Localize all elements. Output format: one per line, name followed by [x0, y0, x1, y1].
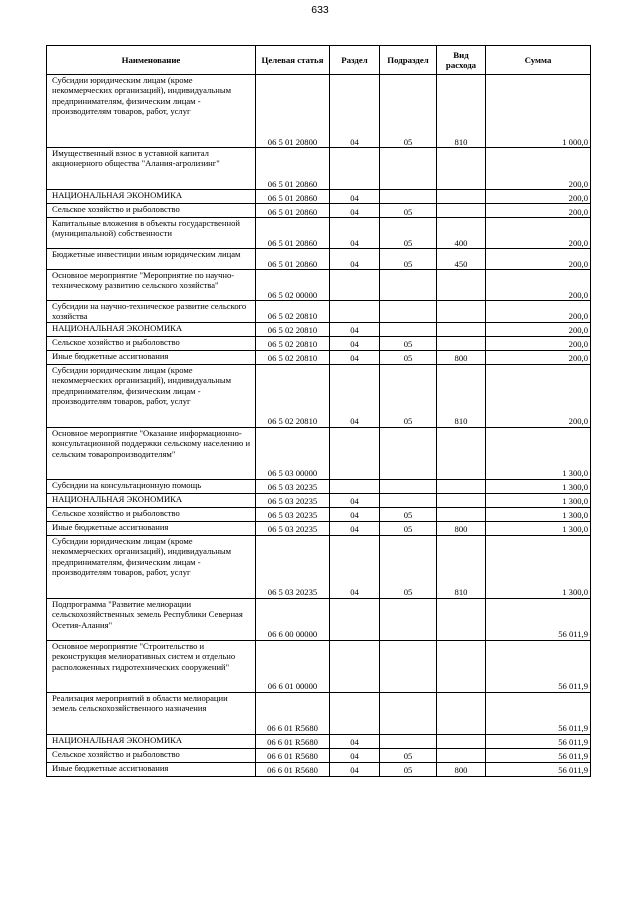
table-row: [47, 507, 591, 521]
cell-expense-type: 810: [437, 364, 486, 427]
cell-name: Капитальные вложения в объекты государственной (муниципальной) собственности: [47, 218, 256, 249]
table-row: [47, 535, 591, 598]
cell-subsection: [380, 270, 437, 301]
cell-amount: 200,0: [486, 218, 591, 249]
cell-section: 04: [330, 322, 380, 336]
cell-subsection: 05: [380, 350, 437, 364]
cell-section: 04: [330, 75, 380, 148]
table-row: [47, 270, 591, 301]
cell-name: Подпрограмма "Развитие мелиорации сельскохозяйственных земель Республики Северная Осетия-Алания": [47, 598, 256, 640]
cell-name: Сельское хозяйство и рыболовство: [47, 507, 256, 521]
table-row: [47, 218, 591, 249]
cell-expense-type: [437, 190, 486, 204]
cell-amount: 56 011,9: [486, 598, 591, 640]
cell-name: Субсидии на консультационную помощь: [47, 479, 256, 493]
cell-section: 04: [330, 762, 380, 776]
cell-name: НАЦИОНАЛЬНАЯ ЭКОНОМИКА: [47, 734, 256, 748]
cell-name: Основное мероприятие "Оказание информационно-консультационной поддержки сельскому населению и сельским товаропроизводителям": [47, 427, 256, 479]
cell-amount: 200,0: [486, 249, 591, 270]
table-row: [47, 493, 591, 507]
cell-section: [330, 427, 380, 479]
header-subsection: Подраздел: [380, 46, 437, 75]
cell-amount: 1 300,0: [486, 427, 591, 479]
cell-target: 06 5 03 20235: [256, 507, 330, 521]
cell-section: 04: [330, 748, 380, 762]
cell-name: Субсидии юридическим лицам (кроме некоммерческих организаций), индивидуальным предпринимателям, физическим лицам - производителям товаров, работ, услуг: [47, 75, 256, 148]
cell-amount: 200,0: [486, 322, 591, 336]
table-row: [47, 762, 591, 776]
cell-target: 06 5 02 20810: [256, 364, 330, 427]
cell-subsection: [380, 640, 437, 692]
cell-amount: 1 300,0: [486, 521, 591, 535]
cell-target: 06 5 03 20235: [256, 493, 330, 507]
cell-section: 04: [330, 249, 380, 270]
cell-subsection: 05: [380, 521, 437, 535]
cell-expense-type: 450: [437, 249, 486, 270]
cell-amount: 1 300,0: [486, 507, 591, 521]
cell-expense-type: [437, 640, 486, 692]
cell-target: 06 5 02 20810: [256, 350, 330, 364]
cell-subsection: 05: [380, 75, 437, 148]
table-row: [47, 598, 591, 640]
cell-target: 06 5 02 20810: [256, 336, 330, 350]
cell-amount: 200,0: [486, 301, 591, 323]
table-row: [47, 350, 591, 364]
cell-target: 06 6 00 00000: [256, 598, 330, 640]
cell-name: НАЦИОНАЛЬНАЯ ЭКОНОМИКА: [47, 493, 256, 507]
cell-section: [330, 270, 380, 301]
cell-name: НАЦИОНАЛЬНАЯ ЭКОНОМИКА: [47, 190, 256, 204]
cell-target: 06 5 01 20800: [256, 75, 330, 148]
header-target: Целевая статья: [256, 46, 330, 75]
cell-target: 06 5 03 20235: [256, 521, 330, 535]
cell-section: [330, 301, 380, 323]
cell-subsection: [380, 427, 437, 479]
cell-subsection: 05: [380, 218, 437, 249]
cell-target: 06 5 01 20860: [256, 148, 330, 190]
cell-section: 04: [330, 364, 380, 427]
cell-amount: 200,0: [486, 364, 591, 427]
cell-expense-type: [437, 692, 486, 734]
cell-section: 04: [330, 190, 380, 204]
table-row: [47, 692, 591, 734]
cell-amount: 1 000,0: [486, 75, 591, 148]
table-row: [47, 322, 591, 336]
cell-name: Субсидии юридическим лицам (кроме некоммерческих организаций), индивидуальным предпринимателям, физическим лицам - производителям товаров, работ, услуг: [47, 364, 256, 427]
cell-section: 04: [330, 350, 380, 364]
cell-target: 06 5 01 20860: [256, 218, 330, 249]
cell-name: Реализация мероприятий в области мелиорации земель сельскохозяйственного назначения: [47, 692, 256, 734]
budget-table: [46, 45, 591, 777]
cell-subsection: [380, 692, 437, 734]
cell-subsection: 05: [380, 535, 437, 598]
header-section: Раздел: [330, 46, 380, 75]
cell-target: 06 5 03 20235: [256, 535, 330, 598]
table-row: [47, 640, 591, 692]
header-amount: Сумма: [486, 46, 591, 75]
cell-name: Иные бюджетные ассигнования: [47, 521, 256, 535]
cell-amount: 1 300,0: [486, 535, 591, 598]
header-name: Наименование: [47, 46, 256, 75]
header-expense-type: Вид расхода: [437, 46, 486, 75]
cell-section: 04: [330, 521, 380, 535]
cell-expense-type: [437, 734, 486, 748]
cell-name: Сельское хозяйство и рыболовство: [47, 748, 256, 762]
cell-target: 06 6 01 R5680: [256, 692, 330, 734]
cell-amount: 1 300,0: [486, 493, 591, 507]
table-row: [47, 301, 591, 323]
cell-target: 06 5 01 20860: [256, 204, 330, 218]
cell-target: 06 6 01 R5680: [256, 762, 330, 776]
cell-target: 06 6 01 00000: [256, 640, 330, 692]
cell-target: 06 5 01 20860: [256, 249, 330, 270]
cell-expense-type: 800: [437, 350, 486, 364]
cell-expense-type: 810: [437, 75, 486, 148]
cell-section: [330, 640, 380, 692]
table-row: [47, 364, 591, 427]
cell-section: 04: [330, 336, 380, 350]
cell-name: Субсидии на научно-техническое развитие сельского хозяйства: [47, 301, 256, 323]
cell-section: [330, 479, 380, 493]
cell-target: 06 5 03 00000: [256, 427, 330, 479]
cell-target: 06 5 02 20810: [256, 322, 330, 336]
cell-amount: 1 300,0: [486, 479, 591, 493]
header-row: [47, 46, 591, 75]
cell-amount: 200,0: [486, 336, 591, 350]
cell-subsection: [380, 598, 437, 640]
cell-amount: 200,0: [486, 270, 591, 301]
cell-subsection: [380, 479, 437, 493]
cell-name: Сельское хозяйство и рыболовство: [47, 204, 256, 218]
cell-expense-type: [437, 148, 486, 190]
cell-expense-type: [437, 748, 486, 762]
cell-subsection: 05: [380, 249, 437, 270]
cell-section: 04: [330, 204, 380, 218]
cell-amount: 56 011,9: [486, 762, 591, 776]
cell-amount: 200,0: [486, 190, 591, 204]
table-row: [47, 479, 591, 493]
cell-amount: 200,0: [486, 204, 591, 218]
cell-name: Основное мероприятие "Мероприятие по научно-техническому развитию сельского хозяйства": [47, 270, 256, 301]
page-number: 633: [311, 4, 329, 16]
cell-expense-type: [437, 270, 486, 301]
cell-expense-type: [437, 301, 486, 323]
table-row: [47, 734, 591, 748]
cell-section: [330, 598, 380, 640]
cell-name: Иные бюджетные ассигнования: [47, 350, 256, 364]
cell-expense-type: [437, 479, 486, 493]
cell-subsection: 05: [380, 364, 437, 427]
table-row: [47, 249, 591, 270]
table-row: [47, 204, 591, 218]
cell-amount: 56 011,9: [486, 692, 591, 734]
cell-target: 06 5 01 20860: [256, 190, 330, 204]
cell-name: Бюджетные инвестиции иным юридическим лицам: [47, 249, 256, 270]
cell-expense-type: [437, 322, 486, 336]
table-row: [47, 336, 591, 350]
table-row: [47, 190, 591, 204]
cell-subsection: [380, 190, 437, 204]
cell-amount: 200,0: [486, 148, 591, 190]
cell-name: Имущественный взнос в уставной капитал акционерного общества "Алания-агролизинг": [47, 148, 256, 190]
cell-expense-type: [437, 493, 486, 507]
cell-subsection: [380, 493, 437, 507]
table-row: [47, 521, 591, 535]
cell-subsection: [380, 148, 437, 190]
cell-name: Субсидии юридическим лицам (кроме некоммерческих организаций), индивидуальным предпринимателям, физическим лицам - производителям товаров, работ, услуг: [47, 535, 256, 598]
cell-subsection: 05: [380, 336, 437, 350]
cell-target: 06 5 03 20235: [256, 479, 330, 493]
cell-expense-type: [437, 507, 486, 521]
cell-section: 04: [330, 493, 380, 507]
cell-amount: 56 011,9: [486, 734, 591, 748]
cell-expense-type: [437, 427, 486, 479]
cell-target: 06 5 02 20810: [256, 301, 330, 323]
cell-expense-type: 800: [437, 762, 486, 776]
cell-amount: 56 011,9: [486, 640, 591, 692]
cell-name: НАЦИОНАЛЬНАЯ ЭКОНОМИКА: [47, 322, 256, 336]
cell-section: 04: [330, 734, 380, 748]
cell-expense-type: [437, 336, 486, 350]
cell-section: 04: [330, 535, 380, 598]
table-row: [47, 75, 591, 148]
cell-expense-type: [437, 204, 486, 218]
table-row: [47, 148, 591, 190]
table-row: [47, 427, 591, 479]
cell-amount: 200,0: [486, 350, 591, 364]
cell-target: 06 6 01 R5680: [256, 734, 330, 748]
cell-amount: 56 011,9: [486, 748, 591, 762]
cell-subsection: 05: [380, 748, 437, 762]
cell-expense-type: 800: [437, 521, 486, 535]
cell-name: Основное мероприятие "Строительство и реконструкция мелиоративных систем и отдельно расположенных гидротехнических сооружений": [47, 640, 256, 692]
cell-section: [330, 692, 380, 734]
cell-target: 06 6 01 R5680: [256, 748, 330, 762]
cell-name: Сельское хозяйство и рыболовство: [47, 336, 256, 350]
cell-target: 06 5 02 00000: [256, 270, 330, 301]
cell-subsection: 05: [380, 204, 437, 218]
cell-subsection: 05: [380, 762, 437, 776]
cell-section: 04: [330, 507, 380, 521]
cell-subsection: [380, 322, 437, 336]
cell-subsection: [380, 734, 437, 748]
cell-section: 04: [330, 218, 380, 249]
cell-section: [330, 148, 380, 190]
cell-name: Иные бюджетные ассигнования: [47, 762, 256, 776]
table-row: [47, 748, 591, 762]
cell-subsection: [380, 301, 437, 323]
cell-subsection: 05: [380, 507, 437, 521]
cell-expense-type: 400: [437, 218, 486, 249]
cell-expense-type: 810: [437, 535, 486, 598]
cell-expense-type: [437, 598, 486, 640]
